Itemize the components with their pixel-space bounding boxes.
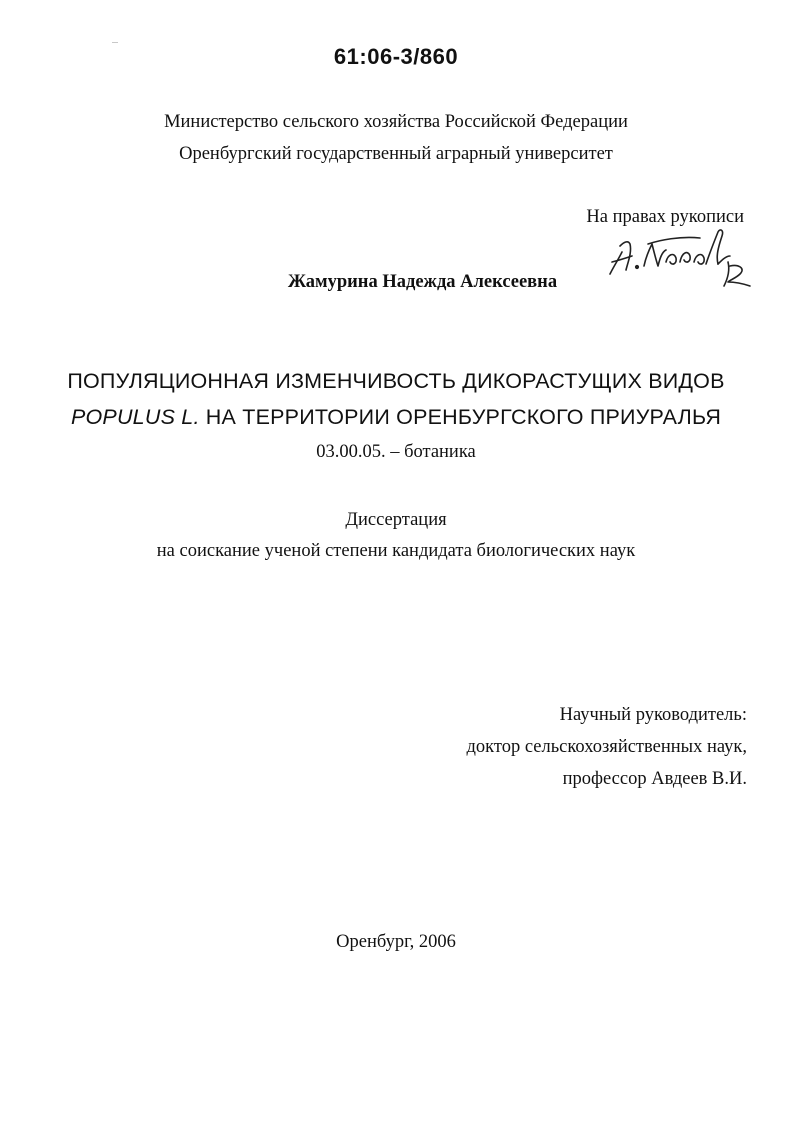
- dissertation-degree: на соискание ученой степени кандидата биологических наук: [156, 541, 636, 561]
- specialty-code: 03.00.05. – ботаника: [316, 442, 476, 462]
- manuscript-rights-note: На правах рукописи: [586, 207, 744, 227]
- author-name: Жамурина Надежда Алексеевна: [287, 272, 558, 292]
- supervisor-name: профессор Авдеев В.И.: [562, 769, 747, 789]
- supervisor-label: Научный руководитель:: [559, 705, 747, 725]
- supervisor-degree: доктор сельскохозяйственных наук,: [466, 737, 747, 757]
- thesis-title-line-2-rest: НА ТЕРРИТОРИИ ОРЕНБУРГСКОГО ПРИУРАЛЬЯ: [199, 405, 722, 429]
- document-code: 61:06-3/860: [333, 44, 459, 69]
- thesis-title-line-1: ПОПУЛЯЦИОННАЯ ИЗМЕНЧИВОСТЬ ДИКОРАСТУЩИХ ВИДОВ: [67, 369, 725, 393]
- city-year: Оренбург, 2006: [336, 932, 456, 952]
- dissertation-type: Диссертация: [345, 510, 447, 530]
- ministry-name: Министерство сельского хозяйства Российской Федерации: [164, 112, 628, 132]
- genus-name: POPULUS L.: [70, 405, 200, 429]
- university-name: Оренбургский государственный аграрный университет: [179, 144, 613, 164]
- scan-mark: [112, 42, 118, 43]
- thesis-title-line-2: [0, 405, 792, 430]
